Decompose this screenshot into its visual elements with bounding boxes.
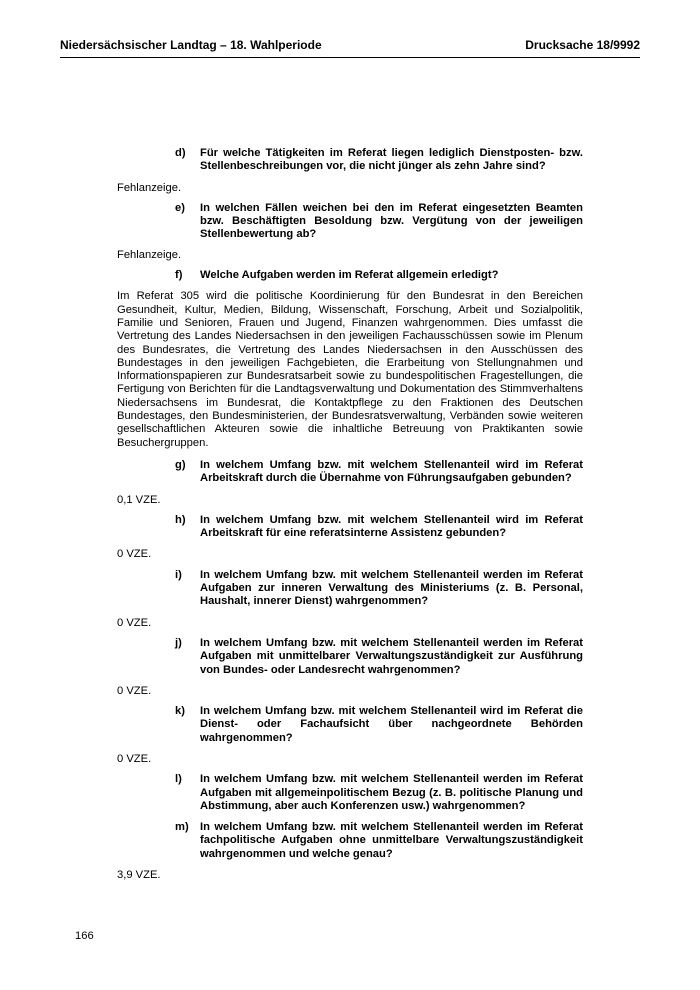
answer-j: 0 VZE. (117, 684, 152, 697)
question-l (175, 773, 583, 813)
question-text: In welchem Umfang bzw. mit welchem Stellenanteil werden im Referat Aufgaben mit allgemeinpolitischem Bezug (z. B. politische Planung und Abstimmung, aber auch Konferenzen usw.) wahrgenommen? (200, 773, 583, 812)
header-drucksache: Drucksache 18/9992 (525, 38, 640, 52)
question-i (175, 569, 583, 609)
question-d (175, 147, 583, 174)
answer-e: Fehlanzeige. (117, 248, 182, 261)
question-m (175, 821, 583, 861)
question-j (175, 637, 583, 677)
answer-m: 3,9 VZE. (117, 869, 161, 882)
question-text: In welchem Umfang bzw. mit welchem Stellenanteil wird im Referat Arbeitskraft durch die Übernahme von Führungsaufgaben gebunden? (200, 458, 583, 485)
question-label: h) (175, 513, 186, 526)
answer-d: Fehlanzeige. (117, 181, 182, 194)
question-text: In welchem Umfang bzw. mit welchem Stellenanteil wird im Referat Arbeitskraft für eine referatsinterne Assistenz gebunden? (200, 513, 583, 540)
answer-k: 0 VZE. (117, 752, 152, 765)
question-text: Für welche Tätigkeiten im Referat liegen lediglich Dienstposten- bzw. Stellenbeschreibungen vor, die nicht jünger als zehn Jahre sind? (200, 147, 583, 173)
answer-i: 0 VZE. (117, 616, 152, 629)
question-text: In welchem Umfang bzw. mit welchem Stellenanteil werden im Referat Aufgaben mit unmittelbarer Verwaltungszuständigkeit zur Ausführung von Bundes- oder Landesrecht wahrgenommen? (200, 636, 583, 676)
question-text: In welchem Umfang bzw. mit welchem Stellenanteil wird im Referat die Dienst- oder Fachaufsicht über nachgeordnete Behörden wahrgenommen? (200, 705, 583, 744)
question-text: In welchem Umfang bzw. mit welchem Stellenanteil werden im Referat fachpolitische Aufgaben ohne unmittelbare Verwaltungszuständigkeit wahrgenommen und welche genau? (200, 821, 583, 860)
document-body (117, 147, 583, 882)
question-g (175, 459, 583, 486)
question-h (175, 514, 583, 541)
page-number: 166 (75, 930, 94, 942)
question-label: j) (175, 636, 182, 649)
answer-g: 0,1 VZE. (117, 493, 161, 506)
answer-f: Im Referat 305 wird die politische Koordinierung für den Bundesrat in den Bereichen Gesundheit, Kultur, Medien, Bildung, Wissenschaft, Forschung, Arbeit und Sozialpolitik, Familie und Senioren, Frauen und Jugend, Finanzen wahrgenommen. Dies umfasst die Vertretung des Landes Niedersachsen in den jeweiligen Fachausschüssen sowie im Plenum des Bundesrates, die Vertretung des Landes Niedersachsen in den Ausschüssen des Bundestages in den jeweiligen Fachgebieten, die Erarbeitung von Stellungnahmen und Informationspapieren zur Bundesratsarbeit sowie zu bundespolitischen Fragestellungen, die Fertigung von Berichten für die Landtagsverwaltung und Dokumentation des Stimmverhaltens Niedersachsens im Bundesrat, die Kontaktpflege zu den Fraktionen des Deutschen Bundestages, den Bundesministerien, der Bundesratsverwaltung, Verbänden sowie weiteren gesellschaftlichen Akteuren sowie die inhaltliche Betreuung von Praktikanten sowie Besuchergruppen. (117, 290, 583, 449)
question-label: f) (175, 269, 183, 282)
question-text: Welche Aufgaben werden im Referat allgemein erledigt? (200, 269, 499, 282)
header-title: Niedersächsischer Landtag – 18. Wahlperiode (60, 38, 322, 52)
page-header (60, 37, 640, 58)
question-label: m) (175, 821, 189, 834)
question-k (175, 705, 583, 745)
question-label: d) (175, 147, 186, 159)
question-label: k) (175, 705, 185, 718)
question-e (175, 202, 583, 242)
answer-h: 0 VZE. (117, 548, 152, 561)
question-label: g) (175, 458, 186, 471)
question-f (175, 269, 583, 282)
question-label: i) (175, 568, 182, 581)
question-text: In welchen Fällen weichen bei den im Referat eingesetzten Beamten bzw. Beschäftigten Besoldung bzw. Vergütung von der jeweiligen Stellenbewertung ab? (200, 201, 583, 241)
question-text: In welchem Umfang bzw. mit welchem Stellenanteil werden im Referat Aufgaben zur inneren Verwaltung des Ministeriums (z. B. Personal, Haushalt, innerer Dienst) wahrgenommen? (200, 568, 583, 608)
question-label: e) (175, 201, 185, 214)
question-label: l) (175, 773, 182, 786)
